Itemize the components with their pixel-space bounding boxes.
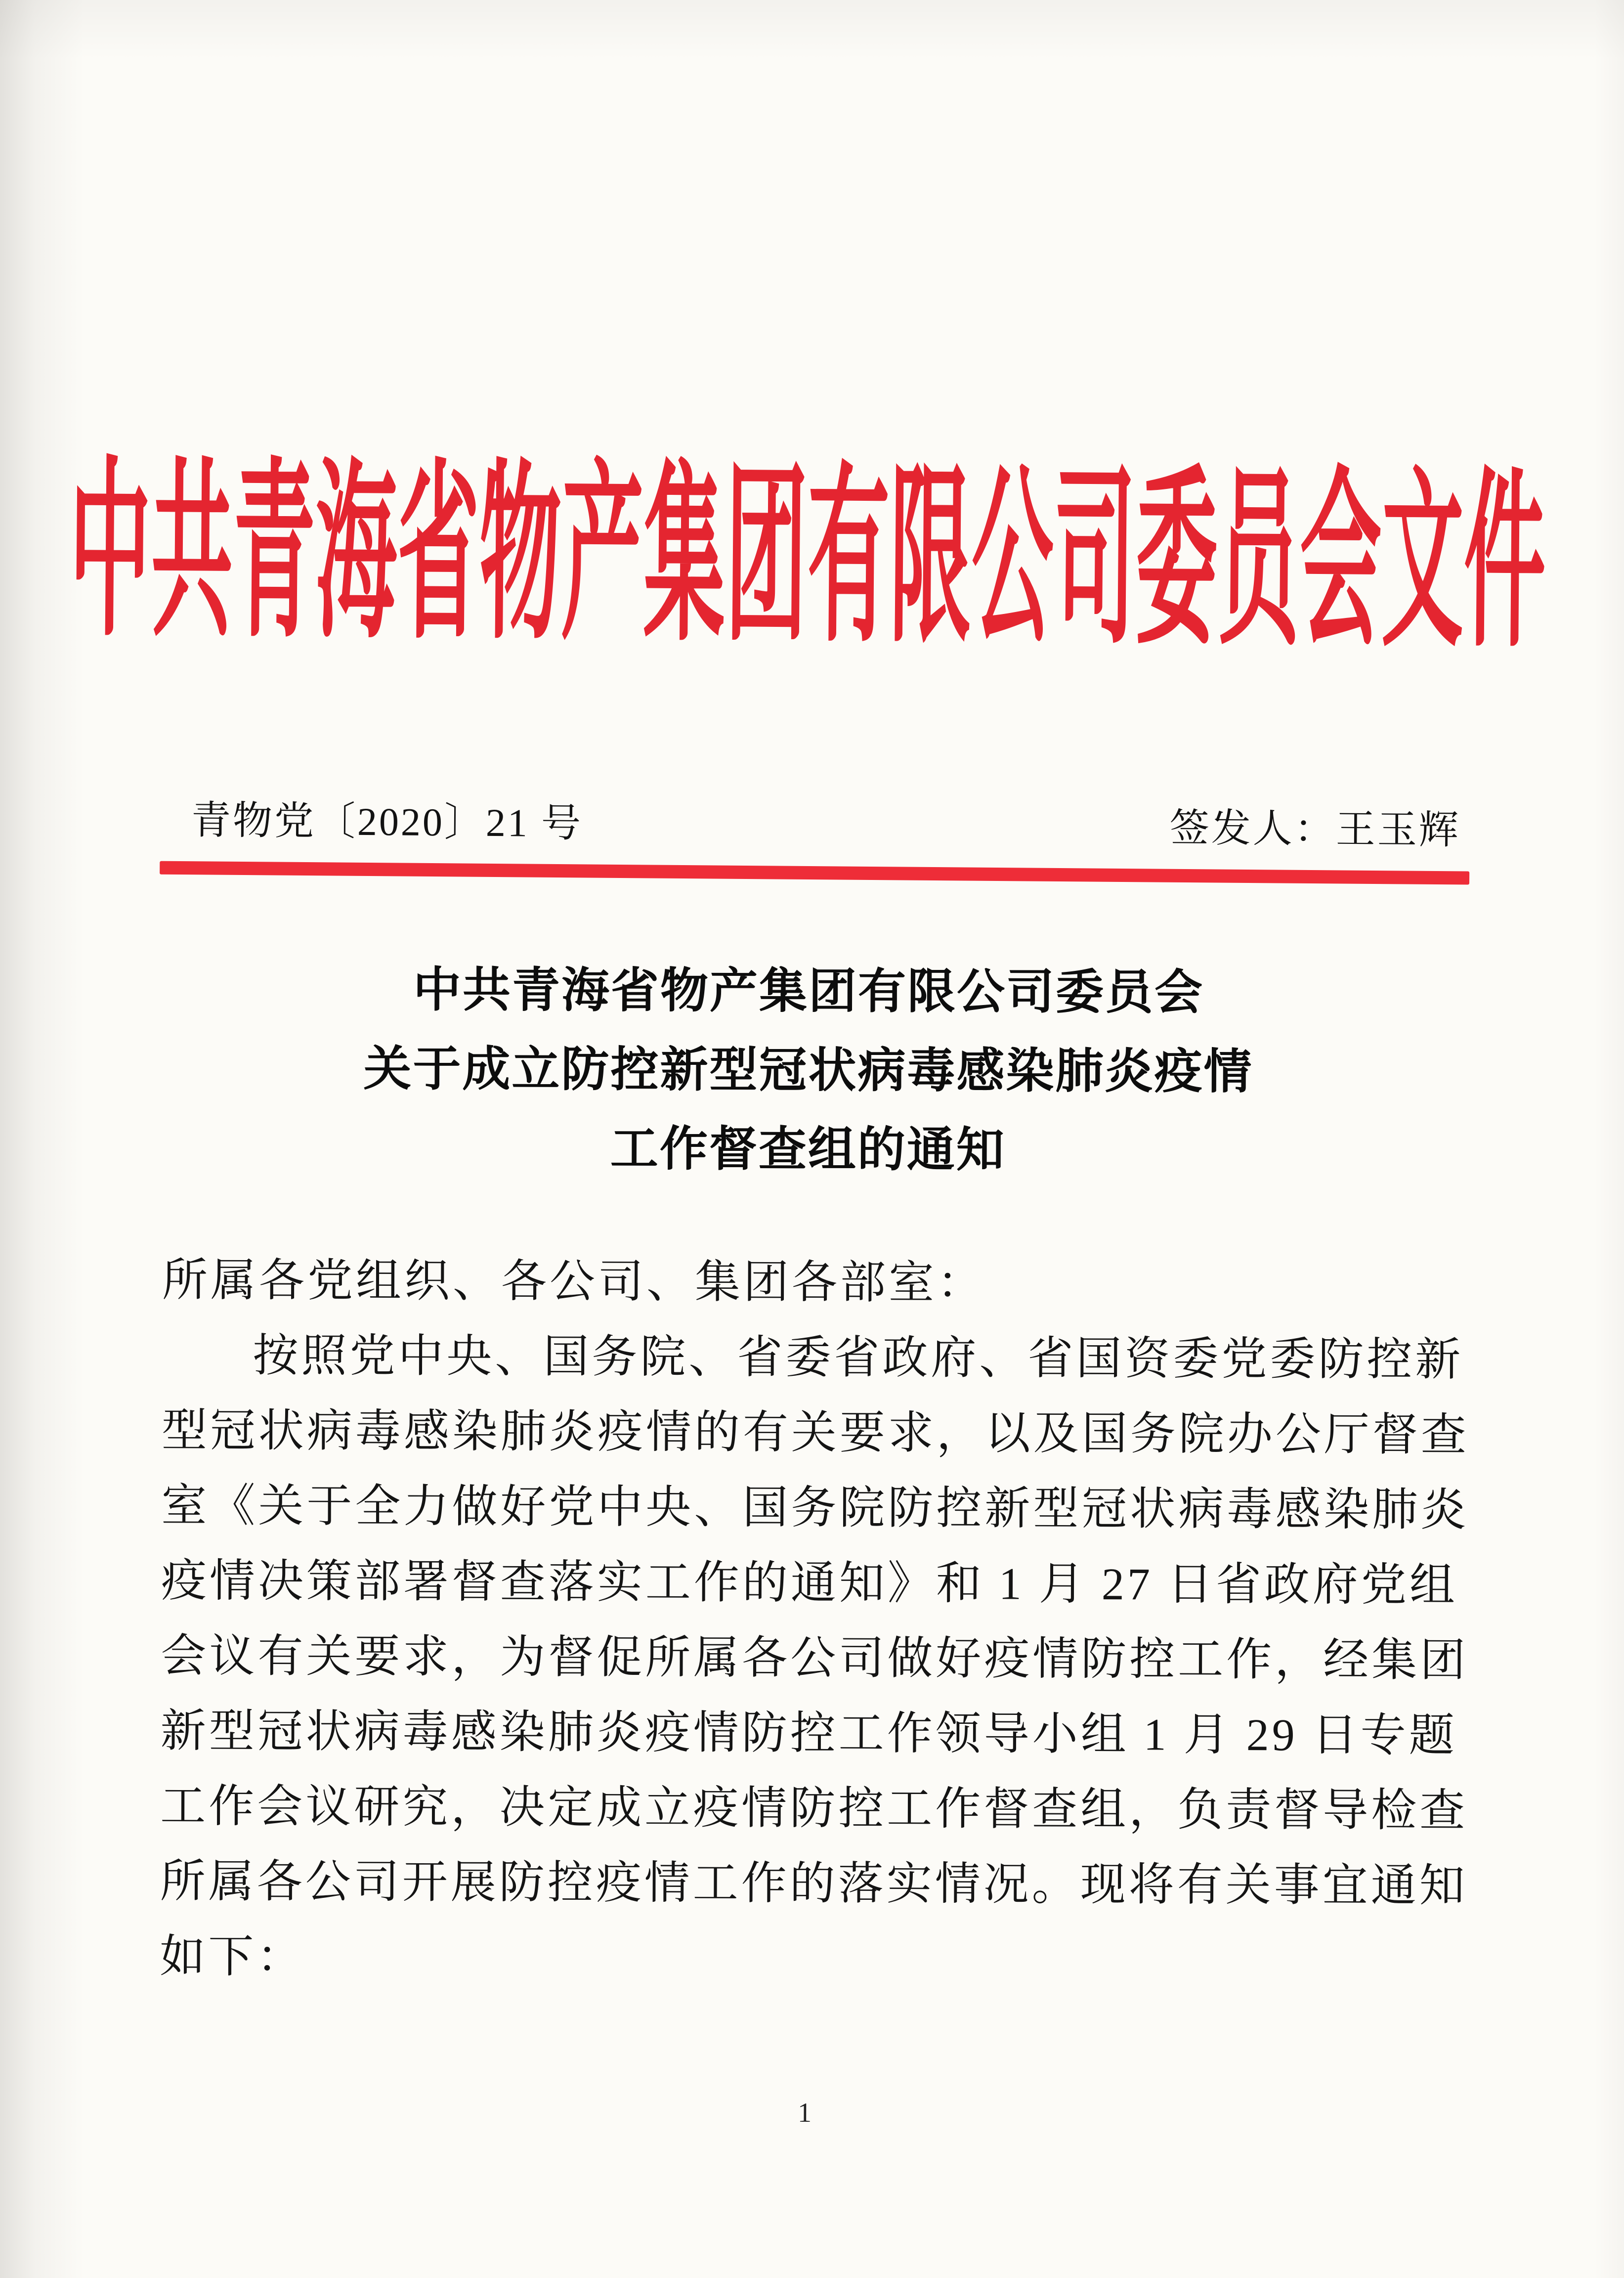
red-separator-line: [160, 861, 1469, 885]
salutation-line: 所属各党组织、各公司、集团各部室：: [162, 1255, 986, 1309]
paragraph-line: 疫情决策部署督查落实工作的通知》和 1 月 27 日省政府党组: [161, 1555, 1458, 1611]
document-title-line-3: 工作督查组的通知: [610, 1121, 1006, 1177]
paragraph-line: 按照党中央、国务院、省委省政府、省国资委党委防控新: [253, 1330, 1464, 1385]
paragraph-line: 会议有关要求，为督促所属各公司做好疫情防控工作，经集团: [161, 1630, 1469, 1686]
document-title-line-2: 关于成立防控新型冠状病毒感染肺炎疫情: [363, 1041, 1253, 1099]
document-title: [0, 949, 1621, 1191]
doc-meta-row: [191, 797, 1461, 854]
paragraph-line: 室《关于全力做好党中央、国务院防控新型冠状病毒感染肺炎: [161, 1480, 1469, 1535]
page-number: 1: [797, 2097, 812, 2129]
header-group: [0, 0, 1624, 853]
signer-label: 签发人：王玉辉: [1169, 806, 1461, 853]
doc-number: 青物党〔2020〕21 号: [191, 799, 583, 846]
paragraph-line: 工作会议研究，决定成立疫情防控工作督查组，负责督导检查: [160, 1781, 1468, 1836]
document-title-line-1: 中共青海省物产集团有限公司委员会: [413, 963, 1204, 1019]
paragraph-line: 新型冠状病毒感染肺炎疫情防控工作领导小组 1 月 29 日专题: [160, 1706, 1457, 1761]
paragraph-line: 型冠状病毒感染肺炎疫情的有关要求，以及国务院办公厅督查: [161, 1405, 1470, 1460]
document-body: [160, 1242, 1477, 1998]
paragraph-line: 如下：: [159, 1931, 305, 1982]
red-header-banner: 中共青海省物产集团有限公司委员会文件: [68, 446, 1547, 670]
paragraph-line: 所属各公司开展防控疫情工作的落实情况。现将有关事宜通知: [160, 1856, 1468, 1911]
